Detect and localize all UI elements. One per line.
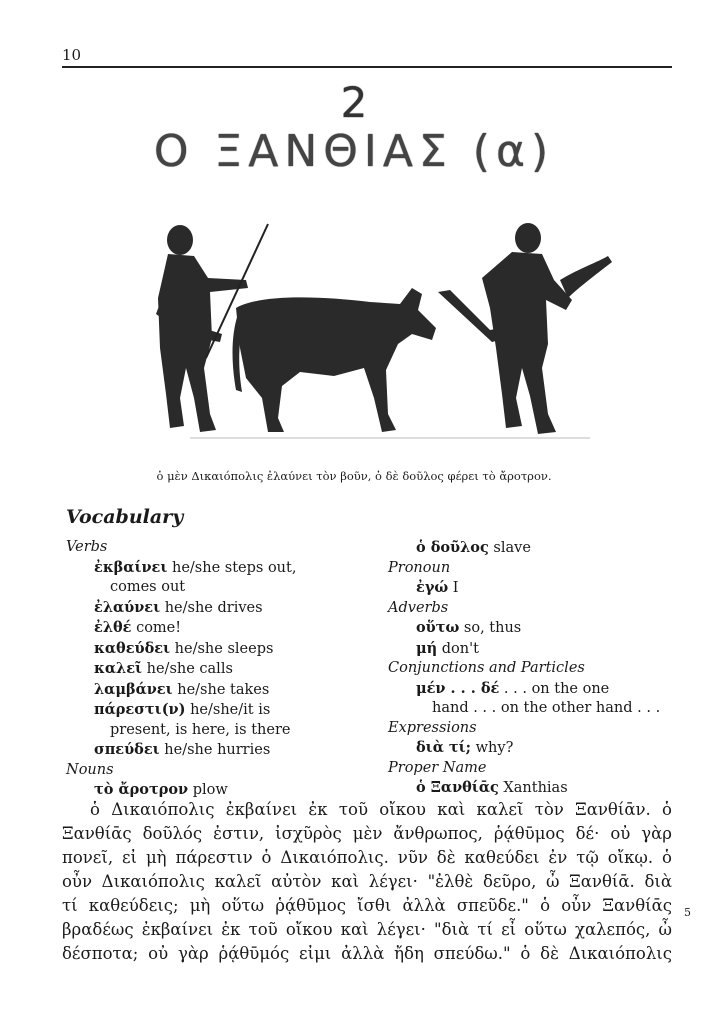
reading-passage bbox=[62, 798, 672, 966]
vocab-category: Adverbs bbox=[388, 599, 449, 616]
vocab-category: Verbs bbox=[66, 539, 108, 555]
vocab-gloss: he/she takes bbox=[172, 681, 270, 698]
vocab-gloss-continuation: comes out bbox=[110, 579, 186, 595]
passage-line: Ξανθίᾱς δοῦλός ἐστιν, ἰσχῦρὸς μὲν ἄνθρωπος, ῥᾴθῡμος δέ· οὐ γὰρ bbox=[62, 824, 672, 843]
vocab-entry bbox=[66, 740, 356, 761]
vocab-greek-term: οὕτω bbox=[416, 619, 460, 636]
vocabulary-heading: Vocabulary bbox=[66, 506, 184, 528]
vocabulary-right-column bbox=[388, 538, 688, 799]
vocab-entry bbox=[388, 538, 688, 559]
vocab-gloss: he/she hurries bbox=[159, 742, 271, 758]
vocab-gloss-continuation: present, is here, is there bbox=[110, 721, 291, 738]
vocab-greek-term: μή bbox=[416, 639, 438, 657]
vocab-greek-term: καθεύδει bbox=[94, 639, 171, 657]
vocab-greek-term: σπεύδει bbox=[94, 741, 160, 758]
vocab-greek-term: τὸ ἄροτρον bbox=[94, 781, 189, 798]
illustration-caption: ὁ μὲν Δικαιόπολις ἐλαύνει τὸν βοῦν, ὁ δὲ δοῦλος φέρει τὸ ἄροτρον. bbox=[156, 469, 552, 483]
vocab-entry bbox=[66, 598, 356, 619]
vocab-greek-term: ἐγώ bbox=[416, 579, 449, 596]
vocab-greek-term: ἐλθέ bbox=[94, 619, 132, 636]
vocab-entry bbox=[66, 618, 356, 639]
vocab-entry bbox=[388, 738, 688, 759]
vocab-gloss-continuation: hand . . . on the other hand . . . bbox=[432, 700, 661, 716]
page-number: 10 bbox=[62, 46, 82, 64]
passage-line: δέσποτα; οὐ γὰρ ῥᾴθῡμός εἰμι ἀλλὰ ἤδη σπεύδω." ὁ δὲ Δικαιόπολις bbox=[62, 944, 672, 963]
vocab-entry bbox=[66, 558, 356, 579]
chapter-number: 2 bbox=[340, 78, 368, 127]
passage-line: οὖν Δικαιόπολις καλεῖ αὐτὸν καὶ λέγει· "ἐλθὲ δεῦρο, ὦ Ξανθίᾱ. διὰ bbox=[62, 872, 672, 891]
passage-line: βραδέως ἐκβαίνει ἐκ τοῦ οἴκου καὶ λέγει· "διὰ τί εἶ οὕτω χαλεπός, ὦ bbox=[62, 920, 672, 939]
vocab-entry bbox=[388, 679, 688, 700]
vocab-greek-term: μέν . . . δέ bbox=[416, 679, 500, 697]
vocab-entry bbox=[66, 700, 356, 721]
chapter-title: Ο ΞΑΝΘΙΑΣ (α) bbox=[153, 126, 555, 177]
vocab-gloss: Xanthias bbox=[498, 780, 568, 796]
vocab-gloss: he/she steps out, bbox=[167, 559, 297, 576]
man-with-plow-figure bbox=[482, 223, 572, 434]
passage-line: ὁ Δικαιόπολις ἐκβαίνει ἐκ τοῦ οἴκου καὶ καλεῖ τὸν Ξανθίᾱν. ὁ bbox=[90, 800, 672, 819]
vocab-entry bbox=[66, 639, 356, 660]
plowing-illustration bbox=[150, 218, 620, 450]
vocab-entry bbox=[388, 639, 688, 660]
vocab-greek-term: πάρεστι(ν) bbox=[94, 701, 186, 718]
vocab-entry bbox=[388, 778, 688, 799]
vocab-entry bbox=[388, 618, 688, 639]
plow-handle bbox=[560, 256, 612, 298]
vocab-entry bbox=[66, 659, 356, 680]
passage-line: τί καθεύδεις; μὴ οὕτω ῥᾴθῡμος ἴσθι ἀλλὰ σπεῦδε." ὁ οὖν Ξανθίᾱς bbox=[62, 896, 672, 915]
vocab-category: Expressions bbox=[388, 719, 477, 736]
vocab-gloss: he/she drives bbox=[160, 599, 263, 616]
vocab-greek-term: λαμβάνει bbox=[94, 680, 173, 698]
vocab-category: Nouns bbox=[66, 761, 114, 778]
vocab-category: Pronoun bbox=[388, 559, 451, 576]
vocab-gloss: he/she/it is bbox=[185, 702, 271, 718]
vocab-gloss: don't bbox=[437, 640, 479, 657]
vocab-greek-term: ὁ Ξανθίᾱς bbox=[416, 779, 499, 796]
passage-line: πονεῖ, εἰ μὴ πάρεστιν ὁ Δικαιόπολις. νῦν δὲ καθεύδει ἐν τῷ οἴκῳ. ὁ bbox=[62, 848, 672, 867]
vocab-greek-term: ἐκβαίνει bbox=[94, 558, 168, 576]
vocab-gloss: come! bbox=[131, 620, 182, 636]
vocab-gloss: why? bbox=[471, 740, 514, 756]
ox-figure bbox=[233, 288, 437, 432]
vocabulary-left-column bbox=[66, 538, 356, 801]
vocab-greek-term: ἐλαύνει bbox=[94, 598, 161, 616]
man-with-goad-figure bbox=[156, 225, 248, 432]
vocab-gloss: he/she sleeps bbox=[170, 640, 274, 657]
vocab-gloss: so, thus bbox=[459, 620, 522, 636]
vocab-category: Conjunctions and Particles bbox=[388, 660, 585, 676]
vocab-gloss: slave bbox=[488, 540, 531, 556]
vocab-gloss: I bbox=[448, 580, 459, 596]
vocab-greek-term: καλεῖ bbox=[94, 660, 143, 677]
vocab-gloss: plow bbox=[188, 782, 228, 798]
vocab-gloss: he/she calls bbox=[142, 661, 233, 677]
vocab-entry bbox=[388, 578, 688, 599]
vocab-entry bbox=[66, 680, 356, 701]
line-number-marker: 5 bbox=[684, 906, 691, 919]
vocab-gloss: . . . on the one bbox=[499, 680, 610, 697]
vocab-category: Proper Name bbox=[388, 759, 487, 776]
vocab-greek-term: διὰ τί; bbox=[416, 739, 472, 756]
header-rule bbox=[62, 66, 672, 68]
vocab-greek-term: ὁ δοῦλος bbox=[416, 539, 489, 556]
